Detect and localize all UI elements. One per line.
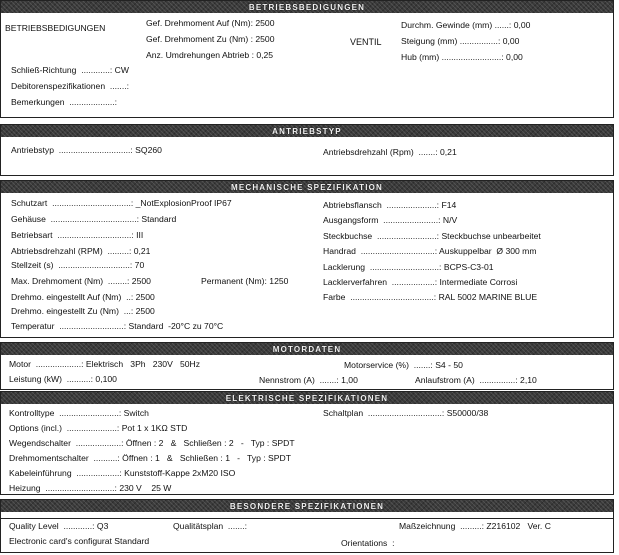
section-header-bar <box>1 343 613 355</box>
torque-open-field: Gef. Drehmoment Auf (Nm): 2500 <box>146 18 275 28</box>
coupling-field: Steckbuchse .........................: Steckbuchse unbearbeitet <box>323 231 541 241</box>
section-header-bar <box>1 1 613 13</box>
temperature-field: Temperatur ...........................: Standard -20°C zu 70°C <box>11 321 224 331</box>
section-header-bar <box>1 392 613 404</box>
control-type-field: Kontrolltype .........................: Switch <box>9 408 149 418</box>
operating-conditions-section <box>0 0 614 118</box>
pitch-field: Steigung (mm) ................: 0,00 <box>401 36 520 46</box>
starting-current-field: Anlaufstrom (A) ...............: 2,10 <box>415 375 537 385</box>
orientations-field: Orientations : <box>341 538 395 548</box>
section-header-bar <box>1 500 613 512</box>
special-spec-section <box>0 499 614 553</box>
rated-current-field: Nennstrom (A) .......: 1,00 <box>259 375 358 385</box>
operating-mode-field: Betriebsart ...............................: III <box>11 230 144 240</box>
operating-time-field: Stellzeit (s) ..............................: 70 <box>11 260 145 270</box>
handwheel-field: Handrad ...............................: Auskuppelbar Ø 300 mm <box>323 246 537 256</box>
electrical-spec-section <box>0 391 614 495</box>
section-heading: BETRIEBSBEDIGUNGEN <box>5 23 106 33</box>
section-title: MOTORDATEN <box>272 344 342 354</box>
section-title: BESONDERE SPEZIFIKATIONEN <box>229 501 385 511</box>
power-field: Leistung (kW) ..........: 0,100 <box>9 374 117 384</box>
torque-set-close-field: Drehmo. eingestellt Zu (Nm) ...: 2500 <box>11 306 155 316</box>
divider <box>1 518 613 519</box>
section-header-bar <box>1 181 613 193</box>
max-torque-field: Max. Drehmoment (Nm) ........: 2500 <box>11 276 151 286</box>
actuator-type-section <box>0 124 614 176</box>
quality-level-field: Quality Level ............: Q3 <box>9 521 109 531</box>
section-title: MECHANISCHE SPEZIFIKATION <box>230 182 384 192</box>
motor-data-section <box>0 342 614 390</box>
quality-plan-field: Qualitätsplan .......: <box>173 521 248 531</box>
closing-direction-field: Schließ-Richtung ............: CW <box>11 65 129 75</box>
thread-diameter-field: Durchm. Gewinde (mm) ......: 0,00 <box>401 20 531 30</box>
dimension-drawing-field: Maßzeichnung .........: Z216102 Ver. C <box>399 521 551 531</box>
revolutions-field: Anz. Umdrehungen Abtrieb : 0,25 <box>146 50 274 60</box>
torque-switch-field: Drehmomentschalter ..........: Öffnen : 1 & Schließen : 1 - Typ : SPDT <box>9 453 291 463</box>
torque-set-open-field: Drehmo. eingestellt Auf (Nm) ..: 2500 <box>11 292 155 302</box>
mechanical-spec-section <box>0 180 614 338</box>
coating-field: Lacklerung .............................: BCPS-C3-01 <box>323 262 494 272</box>
permanent-torque-field: Permanent (Nm): 1250 <box>201 276 289 286</box>
output-speed-field: Abtriebsdrehzahl (RPM) .........: 0,21 <box>11 246 151 256</box>
section-title: ANTRIEBSTYP <box>272 126 342 136</box>
section-title: BETRIEBSBEDIGUNGEN <box>248 2 366 12</box>
wiring-diagram-field: Schaltplan ...............................: S50000/38 <box>323 408 489 418</box>
motor-field: Motor ...................: Elektrisch 3Ph 230V 50Hz <box>9 359 201 369</box>
actuator-type-field: Antriebstyp ..............................: SQ260 <box>11 145 162 155</box>
housing-field: Gehäuse ....................................: Standard <box>11 214 177 224</box>
cable-entry-field: Kabeleinführung ..................: Kunststoff-Kappe 2xM20 ISO <box>9 468 236 478</box>
color-field: Farbe ...................................: RAL 5002 MARINE BLUE <box>323 292 538 302</box>
debtor-spec-field: Debitorenspezifikationen .......: <box>11 81 129 91</box>
electronic-card-field: Electronic card's configurat Standard <box>9 536 150 546</box>
section-title: ELEKTRISCHE SPEZIFIKATIONEN <box>225 393 389 403</box>
protection-class-field: Schutzart .................................: _NotExplosionProof IP67 <box>11 198 232 208</box>
stroke-field: Hub (mm) .........................: 0,00 <box>401 52 523 62</box>
heater-field: Heizung .............................: 230 V 25 W <box>9 483 172 493</box>
output-flange-field: Abtriebsflansch .....................: F14 <box>323 200 457 210</box>
actuator-speed-field: Antriebsdrehzahl (Rpm) .......: 0,21 <box>323 147 457 157</box>
limit-switch-field: Wegendschalter ...................: Öffnen : 2 & Schließen : 2 - Typ : SPDT <box>9 438 295 448</box>
valve-label: VENTIL <box>350 37 382 47</box>
output-form-field: Ausgangsform .......................: N/V <box>323 215 458 225</box>
remarks-field: Bemerkungen ...................: <box>11 97 118 107</box>
section-header-bar <box>1 125 613 137</box>
coating-method-field: Lacklerverfahren ..................: Intermediate Corrosi <box>323 277 518 287</box>
options-field: Options (incl.) .....................: Pot 1 x 1KΩ STD <box>9 423 188 433</box>
motor-service-field: Motorservice (%) .......: S4 - 50 <box>344 360 463 370</box>
torque-close-field: Gef. Drehmoment Zu (Nm) : 2500 <box>146 34 275 44</box>
